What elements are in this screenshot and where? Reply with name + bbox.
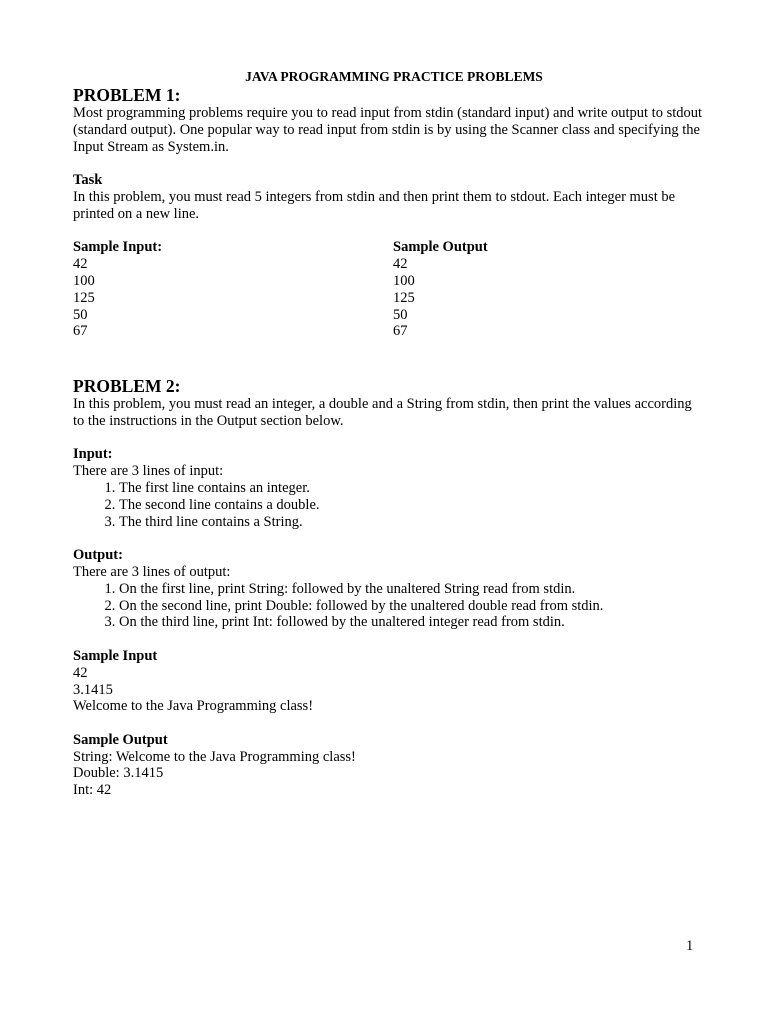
list-item: 3. On the third line, print Int: followed by the unaltered integer read from stdin. (119, 614, 703, 631)
problem-1-heading: PROBLEM 1: (73, 85, 181, 105)
sample-input-line: 3.1415 (73, 681, 113, 698)
list-item: 2. The second line contains a double. (119, 497, 703, 514)
sample-input-line: 42 (73, 664, 88, 681)
problem-2-sample-input-label: Sample Input (73, 647, 158, 664)
problem-2-output-text: There are 3 lines of output: (73, 563, 231, 580)
problem-1-section (73, 85, 703, 340)
problem-2-section (73, 376, 703, 799)
problem-2-heading: PROBLEM 2: (73, 375, 181, 396)
list-item: 3. The third line contains a String. (119, 514, 703, 531)
sample-input-line: 125 (73, 289, 95, 306)
problem-1-intro: Most programming problems require you to read input from stdin (standard input) and write output to stdout (standard output). One popular way to read input from stdin is by using the Scanner class and specifying the Input Stream as System.in. (73, 105, 703, 155)
sample-input-line: 50 (73, 306, 88, 323)
sample-output-line: String: Welcome to the Java Programming class! (73, 748, 356, 765)
sample-input-label: Sample Input: (73, 239, 163, 256)
document-title: JAVA PROGRAMMING PRACTICE PROBLEMS (245, 69, 543, 84)
sample-output-line: 67 (393, 323, 408, 340)
problem-2-intro: In this problem, you must read an integer, a double and a String from stdin, then print the values according to the instructions in the Output section below. (73, 395, 692, 429)
list-item: 1. On the first line, print String: followed by the unaltered String read from stdin. (119, 581, 703, 598)
document-page (73, 68, 703, 799)
sample-input-line: 67 (73, 323, 88, 340)
sample-output-line: 100 (393, 272, 415, 289)
sample-output-label: Sample Output (393, 239, 488, 256)
problem-1-sample-output (393, 239, 703, 340)
problem-2-input-list (73, 480, 703, 530)
problem-2-output-list (73, 581, 703, 631)
sample-input-line: 100 (73, 272, 95, 289)
problem-1-task-text: In this problem, you must read 5 integers from stdin and then print them to stdout. Each integer must be printed on a new line. (73, 188, 676, 222)
problem-1-samples (73, 239, 703, 340)
list-item: 2. On the second line, print Double: followed by the unaltered double read from stdin. (119, 598, 703, 615)
sample-input-line: 42 (73, 256, 88, 273)
sample-input-line: Welcome to the Java Programming class! (73, 698, 314, 715)
sample-output-line: Double: 3.1415 (73, 765, 164, 782)
problem-2-sample-output-label: Sample Output (73, 731, 168, 748)
page-number: 1 (686, 938, 694, 954)
problem-1-task-label: Task (73, 172, 103, 189)
sample-output-line: 50 (393, 306, 408, 323)
list-item: 1. The first line contains an integer. (119, 480, 703, 497)
sample-output-line: 42 (393, 256, 408, 273)
sample-output-line: Int: 42 (73, 782, 112, 799)
sample-output-line: 125 (393, 289, 415, 306)
problem-1-sample-input (73, 239, 393, 340)
problem-2-output-label: Output: (73, 547, 123, 564)
problem-2-input-label: Input: (73, 446, 113, 463)
problem-2-input-text: There are 3 lines of input: (73, 463, 224, 480)
